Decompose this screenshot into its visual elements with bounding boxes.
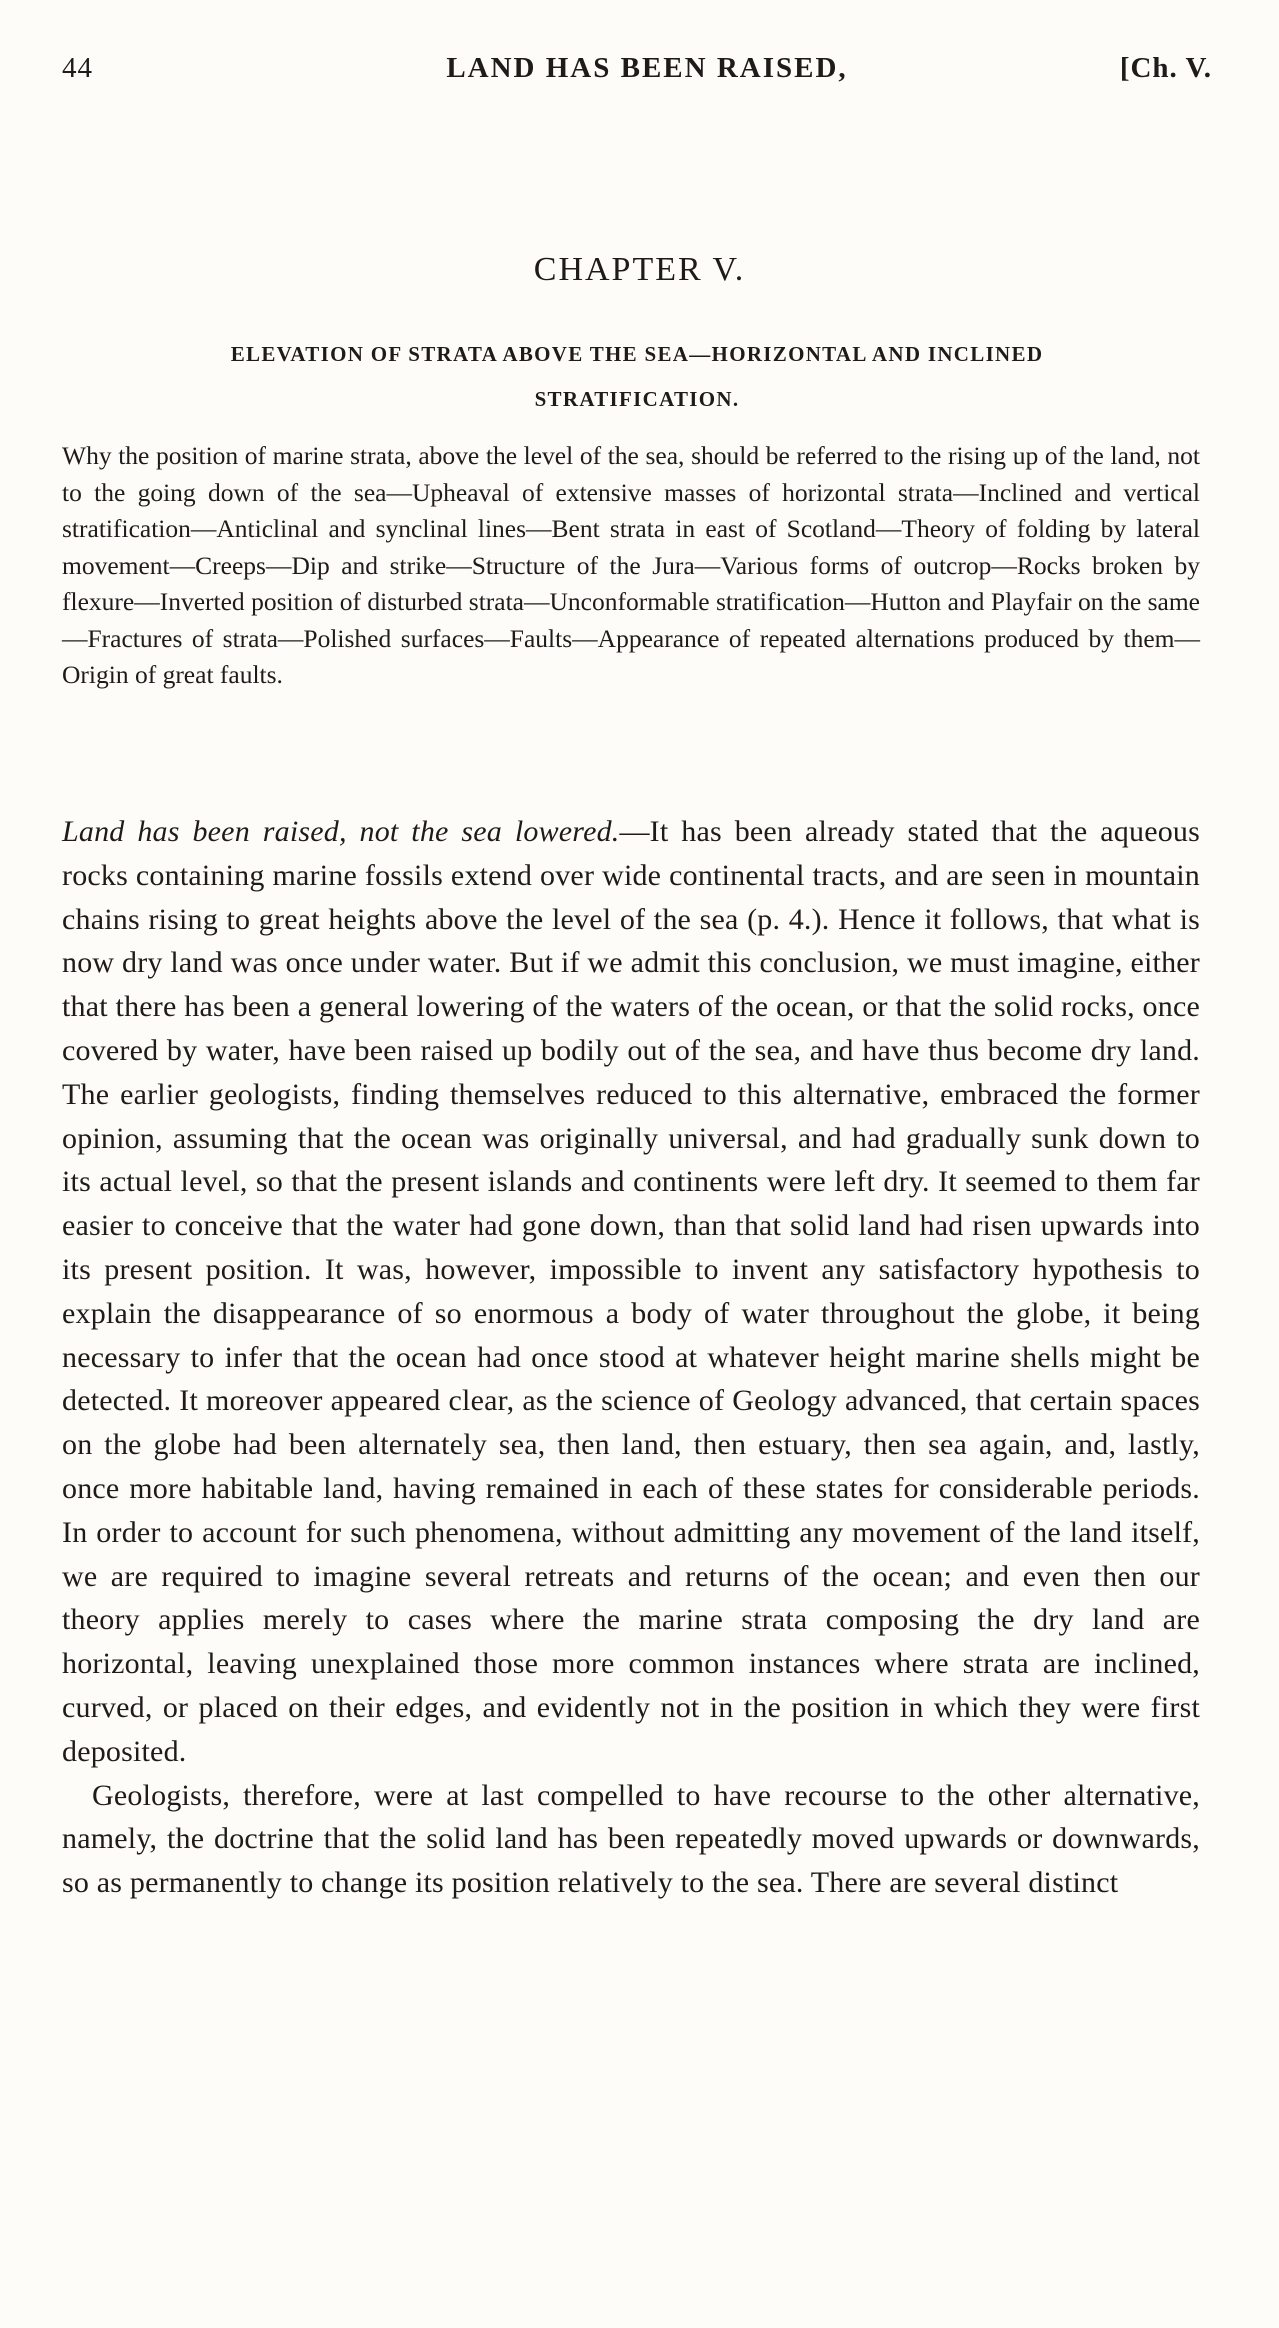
chapter-reference: [Ch. V. bbox=[1119, 52, 1212, 84]
chapter-summary-text: Why the position of marine strata, above the level of the sea, should be referred to the rising up of the land, not to the going down of the sea—Upheaval of extensive masses of horizontal strata—Inclined and vertical stratification—Anticlinal and synclinal lines—Bent strata in east of Scotland—Theory of folding by lateral movement—Creeps—Dip and strike—Structure of the Jura—Various forms of outcrop—Rocks broken by flexure—Inverted position of disturbed strata—Unconformable stratification—Hutton and Playfair on the same—Fractures of strata—Polished surfaces—Faults—Appearance of repeated alternations produced by them—Origin of great faults. bbox=[62, 441, 1200, 689]
body-paragraph-2: Geologists, therefore, were at last compelled to have recourse to the other alternative, namely, the doctrine that the solid land has been repeatedly moved upwards or downwards, so as permanently to change its position relatively to the sea. There are several distinct bbox=[62, 1778, 1200, 1900]
running-title: LAND HAS BEEN RAISED, bbox=[446, 52, 848, 84]
body-paragraph-1 bbox=[62, 810, 1200, 1774]
running-head bbox=[62, 52, 1212, 92]
page-number: 44 bbox=[62, 52, 93, 84]
chapter-summary bbox=[62, 438, 1200, 694]
body-paragraph-1-text: —It has been already stated that the aqueous rocks containing marine fossils extend over wide continental tracts, and are seen in mountain chains rising to great heights above the level of the sea (p. 4.). Hence it follows, that what is now dry land was once under water. But if we admit this conclusion, we must imagine, either that there has been a general lowering of the waters of the ocean, or that the solid rocks, once covered by water, have been raised up bodily out of the sea, and have thus become dry land. The earlier geologists, finding themselves reduced to this alternative, embraced the former opinion, assuming that the ocean was originally universal, and had gradually sunk down to its actual level, so that the present islands and continents were left dry. It seemed to them far easier to conceive that the water had gone down, than that solid land had risen upwards into its present position. It was, however, impossible to invent any satisfactory hypothesis to explain the disappearance of so enormous a body of water throughout the globe, it being necessary to infer that the ocean had once stood at whatever height marine shells might be detected. It moreover appeared clear, as the science of Geology advanced, that certain spaces on the globe had been alternately sea, then land, then estuary, then sea again, and, lastly, once more habitable land, having remained in each of these states for considerable periods. In order to account for such phenomena, without admitting any movement of the land itself, we are required to imagine several retreats and returns of the ocean; and even then our theory applies merely to cases where the marine strata composing the dry land are horizontal, leaving unexplained those more common instances where strata are inclined, curved, or placed on their edges, and evidently not in the position in which they were first deposited. bbox=[62, 815, 1200, 1768]
chapter-heading: CHAPTER V. bbox=[533, 251, 746, 288]
body-text bbox=[62, 810, 1200, 1905]
chapter-subtitle bbox=[62, 332, 1212, 422]
chapter-subtitle-line-2: STRATIFICATION. bbox=[534, 387, 740, 411]
chapter-subtitle-line-1: ELEVATION OF STRATA ABOVE THE SEA—HORIZONTAL AND INCLINED bbox=[230, 342, 1044, 366]
side-heading: Land has been raised, not the sea lowered. bbox=[62, 815, 620, 848]
